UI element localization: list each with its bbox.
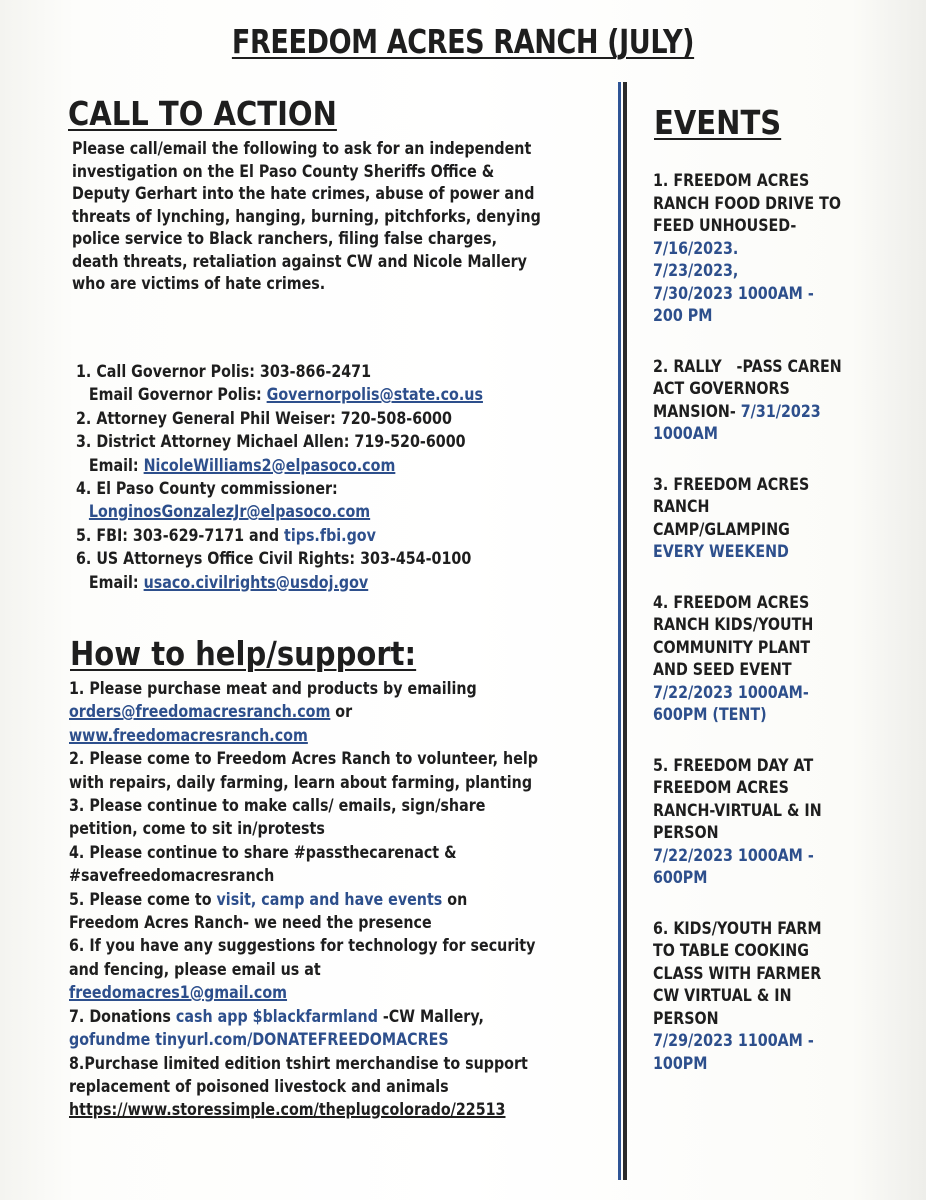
event-date: 200 PM xyxy=(653,306,713,325)
freedomacres-email-link[interactable]: freedomacres1@gmail.com xyxy=(69,983,288,1003)
help-item-1-site xyxy=(69,724,538,747)
contact-fbi xyxy=(76,524,483,547)
event-date: 7/31/2023 xyxy=(740,401,821,421)
event-text: PERSON xyxy=(653,1008,719,1028)
civil-rights-email-link[interactable]: usaco.civilrights@usdoj.gov xyxy=(143,572,369,592)
events-heading: EVENTS xyxy=(654,103,782,142)
intro-line: death threats, retaliation against CW and Nicole Mallery xyxy=(72,251,527,271)
help-item-7 xyxy=(69,1005,538,1028)
event-text: RANCH-VIRTUAL & IN xyxy=(653,800,822,820)
help-item-5-pre: 5. Please come to xyxy=(69,889,217,909)
help-item-2-cont: with repairs, daily farming, learn about farming, planting xyxy=(69,772,533,792)
event-text: RANCH KIDS/YOUTH xyxy=(653,615,814,634)
contact-da-email-line xyxy=(76,454,483,477)
help-item-4-cont: #savefreedomacresranch xyxy=(69,866,275,886)
help-item-4: 4. Please continue to share #passthecarenact & xyxy=(69,842,457,862)
help-item-7-post: -CW Mallery, xyxy=(377,1006,484,1026)
event-text: CW VIRTUAL & IN xyxy=(653,986,792,1005)
event-date: 7/23/2023, xyxy=(653,261,739,280)
event-item xyxy=(653,592,842,727)
help-item-8-link-line xyxy=(69,1098,538,1121)
contact-civil-rights-email-line xyxy=(76,571,483,594)
ranch-website-link[interactable]: www.freedomacresranch.com xyxy=(69,725,308,745)
gofundme-label: gofundme xyxy=(69,1030,156,1050)
help-item-7-pre: 7. Donations xyxy=(69,1006,176,1026)
help-item-5-cont: Freedom Acres Ranch- we need the presence xyxy=(69,913,432,933)
email-label: Email: xyxy=(88,572,144,592)
call-to-action-intro xyxy=(72,138,541,296)
event-date: 7/29/2023 1100AM - xyxy=(653,1031,814,1050)
event-text: 1. FREEDOM ACRES xyxy=(653,171,810,190)
event-text: FEED UNHOUSED- xyxy=(653,216,797,235)
cash-app-handle: cash app $blackfarmland xyxy=(175,1006,378,1026)
event-item xyxy=(653,918,842,1076)
column-divider xyxy=(618,82,628,1180)
contact-commissioner: 4. El Paso County commissioner: xyxy=(76,479,338,499)
help-item-1: 1. Please purchase meat and products by emailing xyxy=(69,679,477,698)
event-item xyxy=(653,356,842,446)
event-item xyxy=(653,755,842,890)
flyer-title: FREEDOM ACRES RANCH (JULY) xyxy=(231,22,695,61)
event-date: 7/16/2023. xyxy=(653,238,739,258)
event-text: CLASS WITH FARMER xyxy=(653,963,822,983)
event-text: COMMUNITY PLANT xyxy=(653,637,811,657)
intro-line: who are victims of hate crimes. xyxy=(72,274,326,293)
contact-us-attorneys: 6. US Attorneys Office Civil Rights: 303-454-0100 xyxy=(76,549,472,569)
event-text: RANCH xyxy=(653,497,710,516)
event-text-mixed xyxy=(653,401,842,424)
help-item-1-links xyxy=(69,700,538,723)
event-text: 2. RALLY -PASS CAREN xyxy=(653,356,842,376)
or-text: or xyxy=(330,702,353,722)
event-text: AND SEED EVENT xyxy=(653,660,792,679)
event-text: TO TABLE COOKING xyxy=(653,941,809,960)
contact-commissioner-email-line xyxy=(76,500,483,523)
help-item-2: 2. Please come to Freedom Acres Ranch to volunteer, help xyxy=(69,749,538,769)
event-text: 6. KIDS/YOUTH FARM xyxy=(653,918,822,938)
intro-line: threats of lynching, hanging, burning, pitchforks, denying xyxy=(72,206,541,226)
orders-email-link[interactable]: orders@freedomacresranch.com xyxy=(69,702,331,722)
help-item-3-cont: petition, come to sit in/protests xyxy=(69,819,325,839)
fbi-tips-link[interactable]: tips.fbi.gov xyxy=(284,525,376,545)
help-item-7-cont xyxy=(69,1028,538,1051)
event-date: EVERY WEEKEND xyxy=(653,542,789,561)
help-item-6: 6. If you have any suggestions for technology for security xyxy=(69,936,536,956)
gofundme-link[interactable]: tinyurl.com/DONATEFREEDOMACRES xyxy=(155,1030,449,1050)
event-date: 1000AM xyxy=(653,424,718,443)
intro-line: Please call/email the following to ask for an independent xyxy=(72,139,532,158)
intro-line: investigation on the El Paso County Sheriffs Office & xyxy=(72,161,495,181)
help-item-5-highlight: visit, camp and have events xyxy=(216,889,443,909)
contact-list xyxy=(76,360,483,594)
email-label: Email Governor Polis: xyxy=(88,385,267,405)
help-item-5-post: on xyxy=(442,889,468,909)
event-text: 5. FREEDOM DAY AT xyxy=(653,755,814,775)
intro-line: police service to Black ranchers, filing false charges, xyxy=(72,229,498,248)
event-item xyxy=(653,170,842,328)
help-item-8: 8.Purchase limited edition tshirt merchandise to support xyxy=(69,1053,528,1073)
how-to-help-heading: How to help/support: xyxy=(70,634,417,673)
event-date: 600PM (TENT) xyxy=(653,705,767,724)
commissioner-email-link[interactable]: LonginosGonzalezJr@elpasoco.com xyxy=(88,502,371,522)
event-text: RANCH FOOD DRIVE TO xyxy=(653,193,841,213)
contact-governor: 1. Call Governor Polis: 303-866-2471 xyxy=(76,362,372,381)
call-to-action-heading: CALL TO ACTION xyxy=(68,94,337,133)
event-text: 3. FREEDOM ACRES xyxy=(653,474,810,494)
event-date: 7/22/2023 1000AM- xyxy=(653,682,809,702)
governor-email-link[interactable]: Governorpolis@state.co.us xyxy=(266,385,483,405)
help-item-6-cont: and fencing, please email us at xyxy=(69,959,321,979)
help-item-5 xyxy=(69,888,538,911)
event-item xyxy=(653,474,842,564)
help-item-6-email xyxy=(69,981,538,1004)
event-text: FREEDOM ACRES xyxy=(653,778,789,797)
intro-line: Deputy Gerhart into the hate crimes, abuse of power and xyxy=(72,184,535,203)
store-link[interactable]: https://www.storessimple.com/theplugcolorado/22513 xyxy=(69,1100,506,1120)
da-email-link[interactable]: NicoleWilliams2@elpasoco.com xyxy=(143,455,396,475)
contact-governor-email-line xyxy=(76,383,483,406)
event-date: 7/30/2023 1000AM - xyxy=(653,283,814,303)
events-list xyxy=(653,170,842,1103)
contact-district-attorney: 3. District Attorney Michael Allen: 719-520-6000 xyxy=(76,432,466,452)
event-text: ACT GOVERNORS xyxy=(653,379,790,398)
event-text: PERSON xyxy=(653,823,719,842)
event-text: MANSION- xyxy=(653,401,741,421)
how-to-help-list xyxy=(69,677,538,1122)
fbi-phone: 5. FBI: 303-629-7171 and xyxy=(76,525,285,545)
event-date: 600PM xyxy=(653,868,708,887)
help-item-3: 3. Please continue to make calls/ emails, sign/share xyxy=(69,796,486,816)
event-text: CAMP/GLAMPING xyxy=(653,519,790,539)
divider-blue-rule xyxy=(618,82,621,1180)
email-label: Email: xyxy=(88,455,144,475)
event-text: 4. FREEDOM ACRES xyxy=(653,592,810,612)
divider-dark-rule xyxy=(623,82,627,1180)
help-item-8-cont: replacement of poisoned livestock and animals xyxy=(69,1076,449,1096)
contact-attorney-general: 2. Attorney General Phil Weiser: 720-508-6000 xyxy=(76,408,452,428)
event-date: 7/22/2023 1000AM - xyxy=(653,845,814,865)
event-date: 100PM xyxy=(653,1053,708,1073)
